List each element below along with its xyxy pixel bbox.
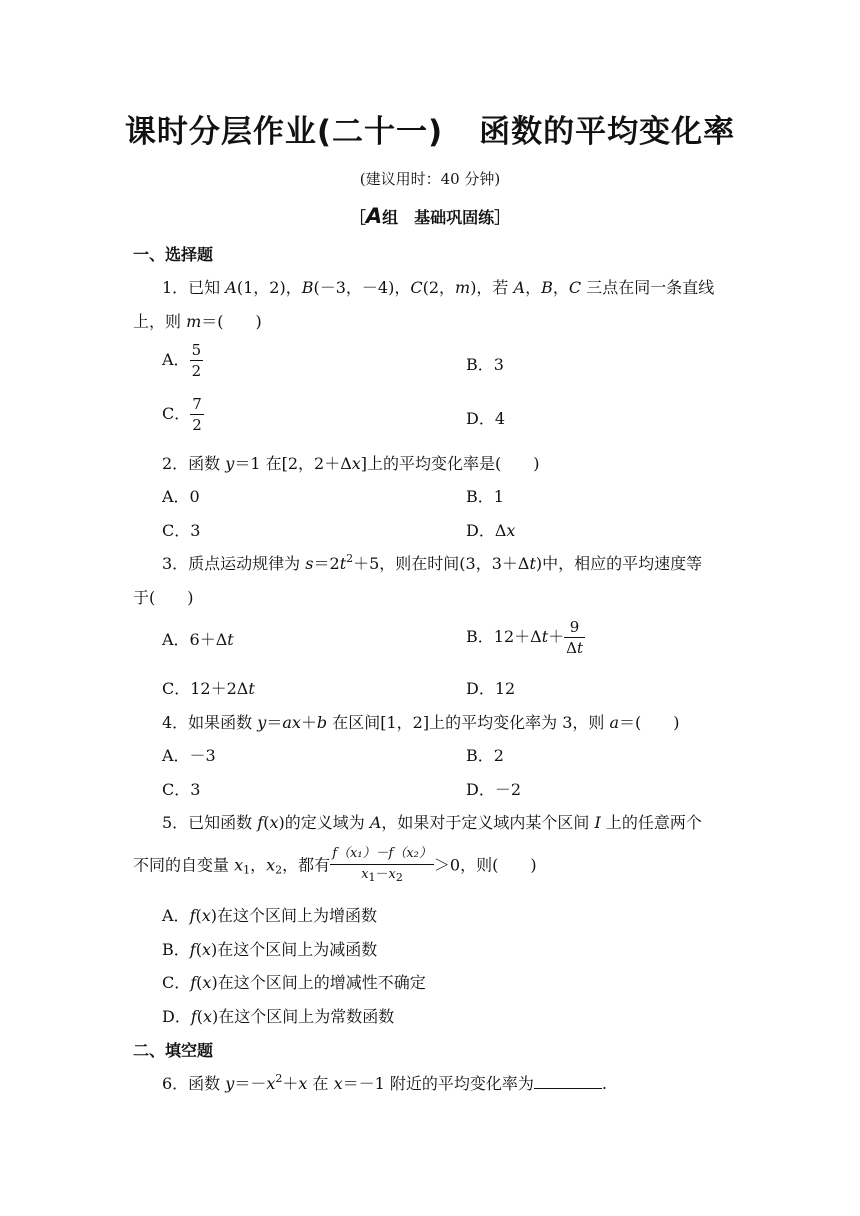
title-sub: 函数的平均变化率 bbox=[479, 114, 736, 150]
q3-option-b: B．12＋Δt＋ $\frac{9}{\Delta t}$ bbox=[466, 618, 584, 657]
q3-option-c: C．12＋2Δt bbox=[162, 679, 255, 698]
q1-option-c: C． $\frac{7}{2}$ bbox=[162, 395, 202, 434]
q4-line1: 4．如果函数 y＝ax＋b 在区间[1，2]上的平均变化率为 3，则 a＝( ) bbox=[162, 713, 680, 732]
q2-line1: 2．函数 y＝1 在[2，2＋Δx]上的平均变化率是( ) bbox=[162, 454, 540, 473]
q4-option-d: D．－2 bbox=[466, 780, 522, 799]
section-fill-in: 二、填空题 bbox=[133, 1041, 214, 1060]
q1-option-d: D．4 bbox=[466, 409, 506, 428]
q1-option-b: B．3 bbox=[466, 355, 504, 374]
q3-line2: 于( ) bbox=[133, 588, 194, 607]
q5-option-a: A．f(x)在这个区间上为增函数 bbox=[162, 906, 378, 925]
q5-option-b: B．f(x)在这个区间上为减函数 bbox=[162, 940, 378, 959]
q4-option-c: C．3 bbox=[162, 780, 201, 799]
q2-option-b: B．1 bbox=[466, 487, 504, 506]
q3-option-d: D．12 bbox=[466, 679, 516, 698]
q2-option-c: C．3 bbox=[162, 521, 201, 540]
q5-fraction: $\frac{\text{f（x₁）－f（x₂）}}{x_1-x_2}$ bbox=[330, 844, 434, 888]
q5-line2: 不同的自变量 $x_1$，$x_2$，都有 $\frac{\text{f（x₁）－f（x₂）}}{x_1-x_2}$ ＞0，则( ) bbox=[133, 844, 537, 888]
q1-line2: 上，则 m＝( ) bbox=[133, 312, 262, 331]
q1-option-a: A． $\frac{5}{2}$ bbox=[162, 341, 202, 380]
q4-option-a: A．－3 bbox=[162, 746, 216, 765]
q2-option-d: D．Δx bbox=[466, 521, 516, 540]
time-note: (建议用时：40 分钟) bbox=[359, 170, 501, 188]
q5-option-c: C．f(x)在这个区间上的增减性不确定 bbox=[162, 973, 426, 992]
q3-line1: 3．质点运动规律为 $s=2t^2+5$，则在时间(3，3＋Δt)中，相应的平均速度等 bbox=[162, 552, 703, 573]
q5-option-d: D．f(x)在这个区间上为常数函数 bbox=[162, 1007, 395, 1026]
group-heading: ［A组 基础巩固练］ bbox=[349, 204, 511, 228]
section-choice: 一、选择题 bbox=[133, 245, 214, 264]
group-letter: A bbox=[365, 204, 383, 228]
q1-line1: 1．已知 A(1，2)，B(－3，－4)，C(2，m)，若 A，B，C 三点在同一条直线 bbox=[162, 278, 715, 297]
q6-line1: 6．函数 $y=-x^2+x$ 在 x＝－1 附近的平均变化率为 . bbox=[162, 1072, 608, 1093]
title-main: 课时分层作业(二十一) bbox=[124, 114, 444, 150]
answer-blank[interactable] bbox=[534, 1074, 602, 1089]
q5-line1: 5．已知函数 f(x)的定义域为 A，如果对于定义域内某个区间 I 上的任意两个 bbox=[162, 813, 702, 832]
page-title bbox=[0, 106, 860, 151]
q3-option-a: A．6＋Δt bbox=[162, 630, 234, 649]
q2-option-a: A．0 bbox=[162, 487, 200, 506]
q4-option-b: B．2 bbox=[466, 746, 504, 765]
